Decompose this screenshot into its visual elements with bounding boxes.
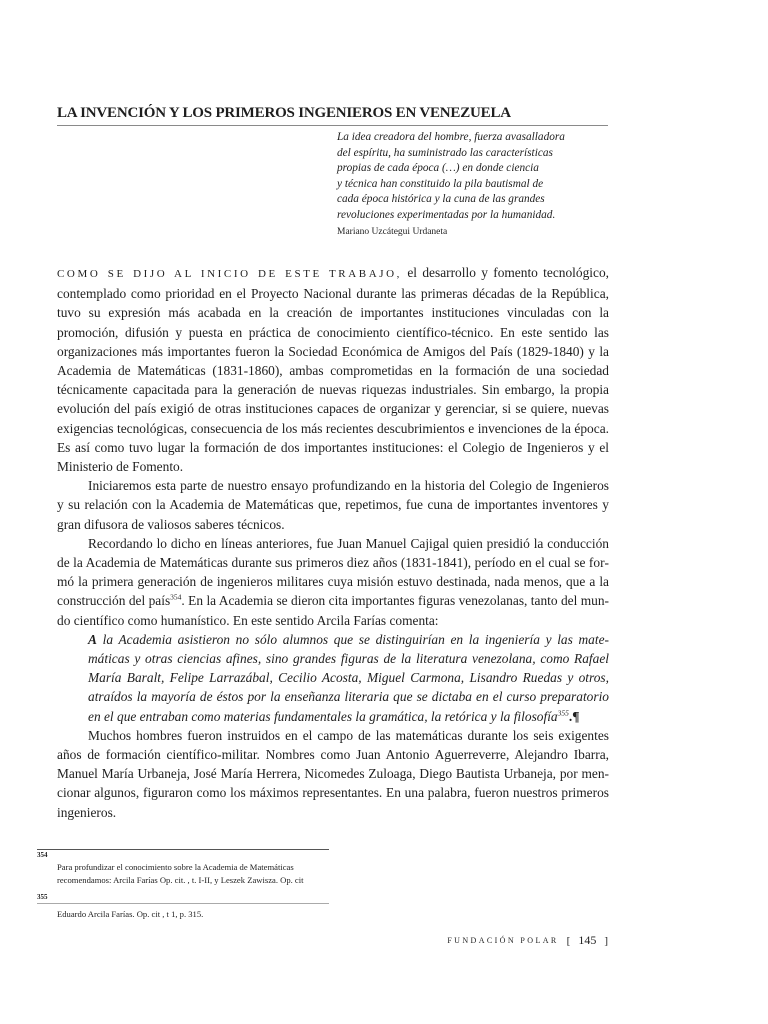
publisher-name: FUNDACIÓN POLAR <box>447 936 559 945</box>
footnote-ref-355[interactable]: 355 <box>557 708 569 718</box>
epigraph-line: La idea creadora del hombre, fuerza avasalladora <box>337 131 565 143</box>
paragraph-text: . En la Academia se dieron cita importantes figuras venezolanas, tanto del mundo científico como humanístico. En este sentido Arcila Farías comenta: <box>57 593 610 628</box>
footnote-text <box>37 908 329 921</box>
page-footer <box>447 933 608 948</box>
body-text <box>57 263 609 822</box>
paragraph-text: Recordando lo dicho en líneas anteriores, fue Juan Manuel Cajigal quien presidió la conducción de la Academia de Matemáticas durante sus primeros diez años (1831-1841), período en el cual se formó la primera generación de ingenieros militares cuya misión estuvo destinada, nada menos, que a la construcción del país <box>57 535 609 609</box>
footnote-number: 355 <box>37 893 48 901</box>
paragraph-lead-in: COMO SE DIJO AL INICIO DE ESTE TRABAJO, <box>57 268 403 280</box>
paragraph-1 <box>57 263 609 476</box>
paragraph-3 <box>57 534 609 630</box>
epigraph-line: y técnica han constituido la pila bautismal de <box>337 177 544 190</box>
block-quote <box>88 630 609 726</box>
epigraph-line: revoluciones experimentadas por la humanidad. <box>337 208 556 221</box>
paragraph-4: Muchos hombres fueron instruidos en el campo de las matemáticas durante los seis exigentes años de formación científico-militar. Nombres como Juan Antonio Aguerreverre, Alejandro Ibarra, Manuel María Urbaneja, José María Herrera, Nicomedes Zuloaga, Diego Bautista Urbaneja, por mencionar algunos, figuraron como los máximos representantes. En una palabra, fueron nuestros primeros ingenieros. <box>57 727 609 820</box>
footnote-line: Eduardo Arcila Farías. Op. cit , t 1, p. 315. <box>57 909 204 919</box>
quote-initial: A <box>88 631 97 647</box>
page-number: 145 <box>578 933 597 947</box>
footnote-rule <box>37 849 329 850</box>
bracket-close: ] <box>604 934 608 947</box>
footnote-line: Para profundizar el conocimiento sobre la Academia de Matemáticas <box>57 862 294 872</box>
footnote-number: 354 <box>37 851 48 859</box>
footnote-354 <box>37 849 329 887</box>
epigraph-author: Mariano Uzcátegui Urdaneta <box>337 227 448 237</box>
paragraph-2: Iniciaremos esta parte de nuestro ensayo profundizando en la historia del Colegio de Ingenieros y su relación con la Academia de Matemáticas que, repetimos, fue cuna de importantes inventores y gran difusora de valiosos saberes técnicos. <box>57 478 609 532</box>
footnote-rule <box>37 903 329 904</box>
quote-text: la Academia asistieron no sólo alumnos que se distinguirían en la ingeniería y las matemáticas y otras ciencias afines, sino grandes figuras de la literatura venezolana, como Rafael María Baralt, Felipe Larrazábal, Cecilio Acosta, Miguel Carmona, Lisandro Ruedas y otros, atraídos la mayoría de éstos por la enseñanza literaria que se dictaba en el curso preparatorio en el que entraban como materias fundamentales la gramática, la retórica y la filosofía <box>88 631 609 724</box>
quote-end: .¶ <box>568 708 580 724</box>
epigraph-line: cada época histórica y la cuna de las grandes <box>337 193 545 206</box>
paragraph-text: el desarrollo y fomento tecnológico, contemplado como prioridad en el Proyecto Nacional durante las primeras décadas de la República, tuvo su expresión más acabada en la creación de importantes instituciones vinculadas con la promoción, difusión y puesta en práctica de conocimiento científico-técnico. En este sentido las organizaciones más importantes fueron la Sociedad Económica de Amigos del País (1829-1840) y la Academia de Matemáticas (1831-1860), ambas comprometidas en la formación de una sociedad técnicamente capacitada para la generación de nuevas riquezas industriales. Sin embargo, la propia evolución del país exigió de otras instituciones capaces de organizar y gerenciar, si se quiere, nuevas exigencias tecnológicas, consecuencia de los más recientes descubrimientos e invenciones de la época. Es así como tuvo lugar la formación de dos importantes instituciones: el Colegio de Ingenieros y el Ministerio de Fomento. <box>57 265 609 475</box>
footnote-line: recomendamos: Arcila Farías Op. cit. , t. I-II, y Leszek Zawisza. Op. cit <box>57 874 304 885</box>
footnote-text <box>37 861 329 887</box>
epigraph-line: del espíritu, ha suministrado las características <box>337 146 553 159</box>
section-heading: LA INVENCIÓN Y LOS PRIMEROS INGENIEROS EN VENEZUELA <box>57 105 608 126</box>
epigraph-line: propias de cada época (…) en donde ciencia <box>337 162 539 175</box>
epigraph <box>337 130 607 224</box>
footnote-355 <box>37 892 329 921</box>
bracket-open: [ <box>566 934 571 947</box>
footnote-ref-354[interactable]: 354 <box>170 592 182 602</box>
